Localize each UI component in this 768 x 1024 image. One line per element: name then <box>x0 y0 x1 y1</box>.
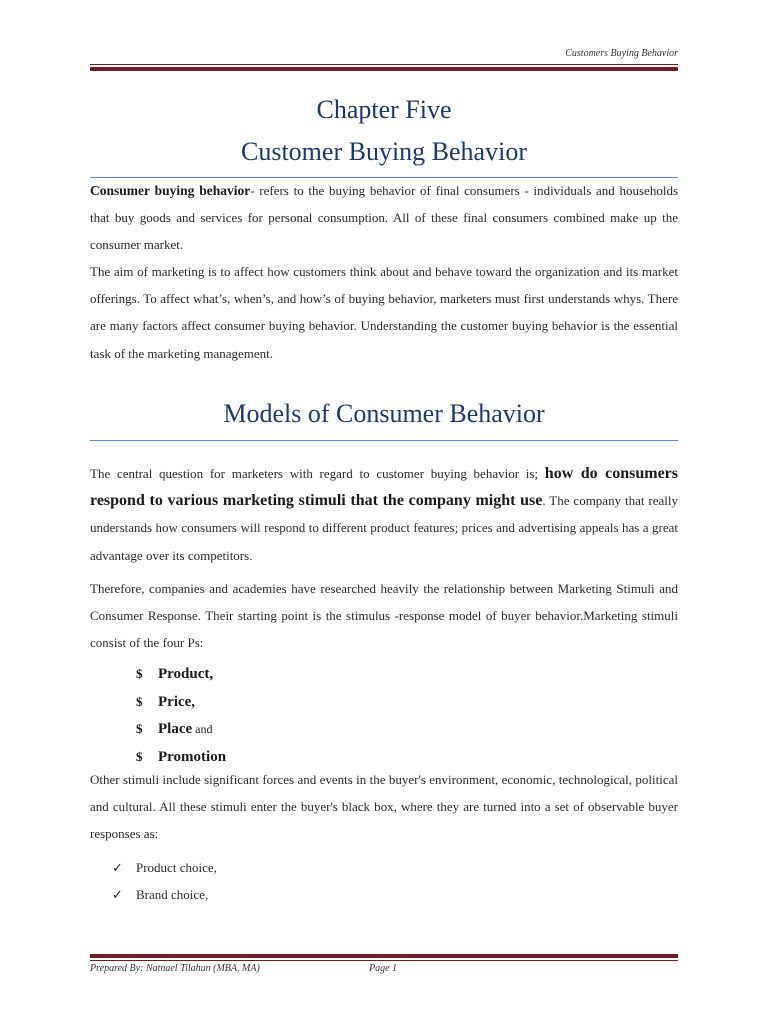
section-underline <box>90 440 678 441</box>
definition-term: Consumer buying behavior <box>90 183 251 198</box>
checkmark-icon: ✓ <box>112 888 123 903</box>
section-heading: Models of Consumer Behavior <box>223 399 545 428</box>
header-rule-thin <box>90 64 678 65</box>
list-item-label: Product, <box>158 666 214 682</box>
checkmark-icon: ✓ <box>112 861 123 876</box>
list-item-suffix: and <box>192 722 213 736</box>
other-stimuli-paragraph: Other stimuli include significant forces and events in the buyer's environment, economic, technological, political and cultural. All these stimuli enter the buyer's black box, where they are turned into a set of observable buyer responses as: <box>90 772 678 842</box>
chapter-subtitle: Customer Buying Behavior <box>241 137 527 166</box>
central-question-intro: The central question for marketers with regard to customer buying behavior is; <box>90 466 545 481</box>
four-ps-list <box>136 660 226 770</box>
running-header: Customers Buying Behavior <box>565 48 678 59</box>
chapter-title: Chapter Five <box>316 95 452 124</box>
dollar-bullet-icon: $ <box>136 748 143 764</box>
dollar-bullet-icon: $ <box>136 666 143 681</box>
list-item <box>112 881 217 908</box>
footer-rule-thick <box>90 954 678 958</box>
marketing-aim-paragraph: The aim of marketing is to affect how customers think about and behave toward the organization and its market offerings. To affect what’s, when’s, and how’s of buying behavior, marketers must first understands whys. There are many factors affect consumer buying behavior. Understanding the customer buying behavior is the essential task of the marketing management. <box>90 264 678 361</box>
central-question-rest: . The company that really understands how consumers will respond to different product features; prices and advertising appeals has a great advantage over its competitors. <box>90 493 678 563</box>
dollar-bullet-icon: $ <box>136 693 143 709</box>
central-question-paragraph <box>90 460 678 569</box>
footer-author: Prepared By: Natnael Tilahun (MBA, MA) <box>90 963 260 974</box>
list-item-label: Place <box>158 721 193 737</box>
dollar-bullet-icon: $ <box>136 721 143 736</box>
footer-rule-thin <box>90 960 678 961</box>
list-item <box>136 660 226 688</box>
list-item <box>112 854 217 881</box>
list-item-label: Price, <box>158 693 196 710</box>
list-item-label: Promotion <box>158 748 227 765</box>
list-item-label: Brand choice, <box>136 887 209 902</box>
definition-paragraph <box>90 177 678 259</box>
list-item <box>136 715 226 743</box>
list-item-label: Product choice, <box>136 860 217 875</box>
definition-text: - refers to the buying behavior of final consumers - individuals and households that buy goods and services for personal consumption. All of these final consumers combined make up the consumer market. <box>90 183 679 253</box>
header-rule-thick <box>90 67 678 71</box>
central-question-emphasis: how do consumers respond to various marketing stimuli that the company might use <box>90 465 678 510</box>
stimulus-response-paragraph: Therefore, companies and academies have researched heavily the relationship between Marketing Stimuli and Consumer Response. Their starting point is the stimulus -response model of buyer behavior.Marketing stimuli consist of the four Ps: <box>90 581 678 651</box>
list-item <box>136 688 226 716</box>
buyer-responses-list <box>112 854 217 908</box>
footer-page-number: Page 1 <box>369 963 398 974</box>
